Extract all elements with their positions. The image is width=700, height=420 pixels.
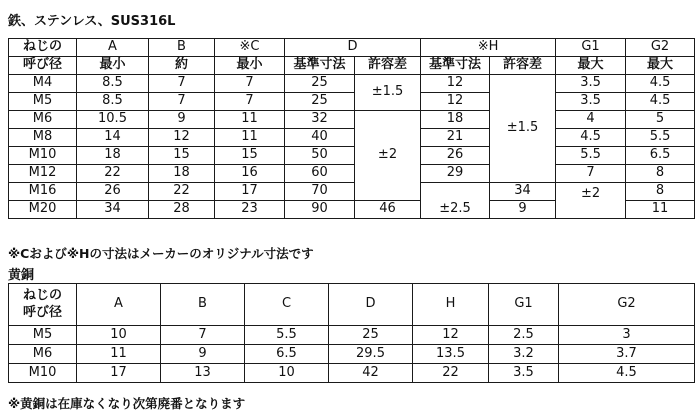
- table-row: [9, 129, 695, 147]
- cell-g1: 7: [556, 165, 626, 183]
- cell-c: 17: [215, 183, 285, 201]
- cell-g1: 3.2: [489, 345, 559, 364]
- cell-h: 22: [413, 364, 489, 383]
- table1-header-row-1: [9, 39, 695, 57]
- cell-h: 13.5: [413, 345, 489, 364]
- header-name-cell: [9, 284, 77, 326]
- cell-g2: 11: [626, 201, 695, 219]
- header-h-nominal: 基準寸法: [421, 57, 490, 75]
- cell-d: 40: [285, 129, 355, 147]
- cell-h: 34: [490, 183, 556, 201]
- table1-caption: 鉄、ステンレス、SUS316L: [8, 14, 176, 29]
- cell-g1: 3.5: [556, 93, 626, 111]
- header-g2: G2: [559, 284, 695, 326]
- header-g2: G2: [626, 39, 695, 57]
- cell-c: 23: [215, 201, 285, 219]
- cell-a: 10.5: [77, 111, 149, 129]
- cell-c: 10: [245, 364, 329, 383]
- cell-b: 7: [161, 326, 245, 345]
- table1-header-row-2: [9, 57, 695, 75]
- cell-c: 6.5: [245, 345, 329, 364]
- cell-g1: 4: [556, 111, 626, 129]
- h-tolerance-cell: ±2: [556, 183, 626, 219]
- header-b: B: [149, 39, 215, 57]
- table-row: [9, 165, 695, 183]
- cell-h: 18: [421, 111, 490, 129]
- cell-a: 18: [77, 147, 149, 165]
- steel-stainless-dimension-table: [8, 38, 695, 219]
- cell-g1: 2.5: [489, 326, 559, 345]
- cell-g1: 9: [490, 201, 556, 219]
- table-row: [9, 111, 695, 129]
- cell-b: 13: [161, 364, 245, 383]
- cell-b: 9: [149, 111, 215, 129]
- table-row: [9, 364, 695, 383]
- header-a: A: [77, 284, 161, 326]
- cell-a: 14: [77, 129, 149, 147]
- row-name: M10: [9, 147, 77, 165]
- cell-g1: 4.5: [556, 129, 626, 147]
- cell-c: 7: [215, 93, 285, 111]
- cell-c: 16: [215, 165, 285, 183]
- cell-d: 25: [285, 75, 355, 93]
- cell-h: 29: [421, 165, 490, 183]
- cell-h: 12: [421, 75, 490, 93]
- d-tolerance-cell: ±2: [355, 111, 421, 201]
- cell-b: 9: [161, 345, 245, 364]
- row-name: M5: [9, 93, 77, 111]
- cell-d: 60: [285, 165, 355, 183]
- cell-h: 12: [413, 326, 489, 345]
- cell-c: 11: [215, 129, 285, 147]
- cell-b: 12: [149, 129, 215, 147]
- table-row: [9, 183, 695, 201]
- row-name: M12: [9, 165, 77, 183]
- h-tolerance-cell: ±1.5: [490, 75, 556, 183]
- table-row: [9, 345, 695, 364]
- table-row: [9, 93, 695, 111]
- cell-a: 8.5: [77, 75, 149, 93]
- cell-a: 22: [77, 165, 149, 183]
- table-row: [9, 147, 695, 165]
- header-c: ※C: [215, 39, 285, 57]
- cell-d: 25: [329, 326, 413, 345]
- cell-g1: 5.5: [556, 147, 626, 165]
- header-a: A: [77, 39, 149, 57]
- table1-footnote: ※Cおよび※Hの寸法はメーカーのオリジナル寸法です: [8, 246, 314, 261]
- header-h-tolerance: 許容差: [490, 57, 556, 75]
- cell-d: 32: [285, 111, 355, 129]
- cell-b: 22: [149, 183, 215, 201]
- cell-h: 12: [421, 93, 490, 111]
- header-c: C: [245, 284, 329, 326]
- cell-a: 26: [77, 183, 149, 201]
- cell-g2: 3.7: [559, 345, 695, 364]
- cell-d: 29.5: [329, 345, 413, 364]
- header-g1: G1: [489, 284, 559, 326]
- header-d-nominal: 基準寸法: [285, 57, 355, 75]
- table2-footnote: ※黄銅は在庫なくなり次第廃番となります: [8, 396, 246, 411]
- header-a-sub: 最小: [77, 57, 149, 75]
- cell-c: 5.5: [245, 326, 329, 345]
- cell-g2: 4.5: [626, 75, 695, 93]
- row-name: M4: [9, 75, 77, 93]
- cell-a: 34: [77, 201, 149, 219]
- cell-b: 7: [149, 75, 215, 93]
- cell-c: 15: [215, 147, 285, 165]
- cell-g2: 4.5: [626, 93, 695, 111]
- cell-g2: 3: [559, 326, 695, 345]
- header-d: D: [329, 284, 413, 326]
- header-name-line-2: 呼び径: [22, 304, 62, 320]
- cell-d: 42: [329, 364, 413, 383]
- d-tolerance-cell: ±2.5: [421, 183, 490, 219]
- cell-c: 11: [215, 111, 285, 129]
- header-h: H: [413, 284, 489, 326]
- header-b-sub: 約: [149, 57, 215, 75]
- row-name: M5: [9, 326, 77, 345]
- row-name: M20: [9, 201, 77, 219]
- table-row: [9, 326, 695, 345]
- cell-g2: 5: [626, 111, 695, 129]
- table2-caption: 黄銅: [8, 268, 35, 283]
- cell-h: 26: [421, 147, 490, 165]
- header-g2-sub: 最大: [626, 57, 695, 75]
- row-name: M10: [9, 364, 77, 383]
- cell-g2: 6.5: [626, 147, 695, 165]
- header-name-cell-2: 呼び径: [9, 57, 77, 75]
- cell-a: 8.5: [77, 93, 149, 111]
- cell-a: 10: [77, 326, 161, 345]
- header-g1-sub: 最大: [556, 57, 626, 75]
- cell-d: 25: [285, 93, 355, 111]
- header-d: D: [285, 39, 421, 57]
- cell-b: 18: [149, 165, 215, 183]
- cell-h: 46: [355, 201, 421, 219]
- d-tolerance-cell: ±1.5: [355, 75, 421, 111]
- header-c-sub: 最小: [215, 57, 285, 75]
- cell-g2: 4.5: [559, 364, 695, 383]
- cell-c: 7: [215, 75, 285, 93]
- row-name: M6: [9, 111, 77, 129]
- cell-g2: 8: [626, 165, 695, 183]
- brass-dimension-table: [8, 283, 695, 383]
- cell-g2: 5.5: [626, 129, 695, 147]
- table-row: [9, 75, 695, 93]
- header-g1: G1: [556, 39, 626, 57]
- header-h: ※H: [421, 39, 556, 57]
- cell-g1: 8: [626, 183, 695, 201]
- header-d-tolerance: 許容差: [355, 57, 421, 75]
- cell-a: 17: [77, 364, 161, 383]
- header-b: B: [161, 284, 245, 326]
- cell-d: 70: [285, 183, 355, 201]
- header-name-cell: ねじの: [9, 39, 77, 57]
- table2-header-row: [9, 284, 695, 326]
- row-name: M6: [9, 345, 77, 364]
- row-name: M8: [9, 129, 77, 147]
- cell-b: 15: [149, 147, 215, 165]
- row-name: M16: [9, 183, 77, 201]
- header-name-line-1: ねじの: [22, 287, 62, 303]
- cell-g1: 3.5: [556, 75, 626, 93]
- cell-b: 7: [149, 93, 215, 111]
- cell-g1: 3.5: [489, 364, 559, 383]
- cell-d: 50: [285, 147, 355, 165]
- cell-d: 90: [285, 201, 355, 219]
- cell-b: 28: [149, 201, 215, 219]
- cell-a: 11: [77, 345, 161, 364]
- cell-h: 21: [421, 129, 490, 147]
